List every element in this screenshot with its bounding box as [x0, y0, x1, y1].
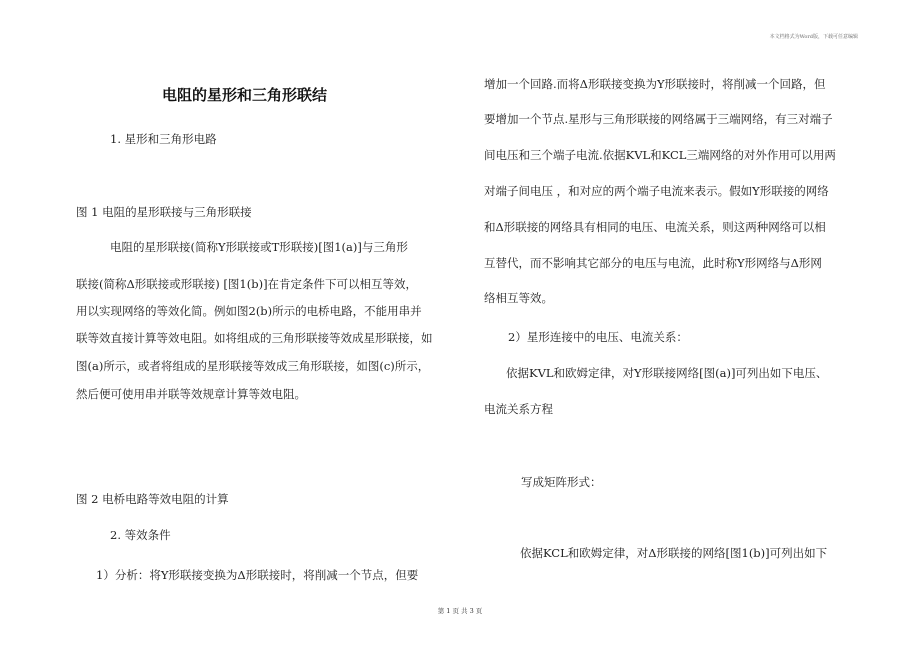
subheading-2: 2）星形连接中的电压、电流关系：: [508, 330, 688, 344]
page-header-note: 本文档格式为Word版，下载可任意编辑: [769, 34, 858, 40]
paragraph-line: 对端子间电压 ，和对应的两个端子电流来表示。假如Y形联接的网络: [484, 184, 829, 198]
paragraph-line: 依据KVL和欧姆定律，对Y形联接网络[图(a)]可列出如下电压、: [506, 366, 828, 380]
paragraph-line: 和Δ形联接的网络具有相同的电压、电流关系，则这两种网络可以相: [484, 220, 826, 234]
paragraph-line: 互替代，而不影响其它部分的电压与电流，此时称Y形网络与Δ形网: [484, 256, 822, 270]
paragraph-line: 间电压和三个端子电流.依据KVL和KCL三端网络的对外作用可以用两: [484, 148, 836, 162]
section-heading-1: 1. 星形和三角形电路: [110, 132, 217, 146]
paragraph-line: 电阻的星形联接(简称Y形联接或T形联接)[图1(a)]与三角形: [110, 240, 408, 254]
section-heading-2: 2. 等效条件: [110, 528, 171, 542]
paragraph-line: 然后便可使用串并联等效规章计算等效电阻。: [76, 387, 306, 401]
document-title: 电阻的星形和三角形联结: [162, 86, 328, 104]
paragraph-line: 络相互等效。: [484, 291, 553, 305]
paragraph-line: 联等效直接计算等效电阻。如将组成的三角形联接等效成星形联接，如: [76, 331, 433, 345]
paragraph-line: 用以实现网络的等效化简。例如图2(b)所示的电桥电路，不能用串并: [76, 304, 422, 318]
paragraph-line: 增加一个回路.而将Δ形联接变换为Y形联接时，将削减一个回路，但: [484, 77, 826, 91]
paragraph-line: 1）分析：将Y形联接变换为Δ形联接时，将削减一个节点，但要: [96, 568, 419, 582]
figure-1-caption: 图 1 电阻的星形联接与三角形联接: [76, 205, 252, 219]
paragraph-line: 电流关系方程: [484, 402, 553, 416]
page-footer: 第 1 页 共 3 页: [437, 607, 483, 615]
paragraph-line: 要增加一个节点.星形与三角形联接的网络属于三端网络，有三对端子: [484, 112, 833, 126]
paragraph-line: 依据KCL和欧姆定律，对Δ形联接的网络[图1(b)]可列出如下: [520, 546, 828, 560]
matrix-form-line: 写成矩阵形式：: [521, 475, 602, 489]
figure-2-caption: 图 2 电桥电路等效电阻的计算: [76, 492, 229, 506]
paragraph-line: 联接(简称Δ形联接或形联接) [图1(b)]在肯定条件下可以相互等效，: [76, 277, 418, 291]
paragraph-line: 图(a)所示，或者将组成的星形联接等效成三角形联接，如图(c)所示，: [76, 359, 430, 373]
